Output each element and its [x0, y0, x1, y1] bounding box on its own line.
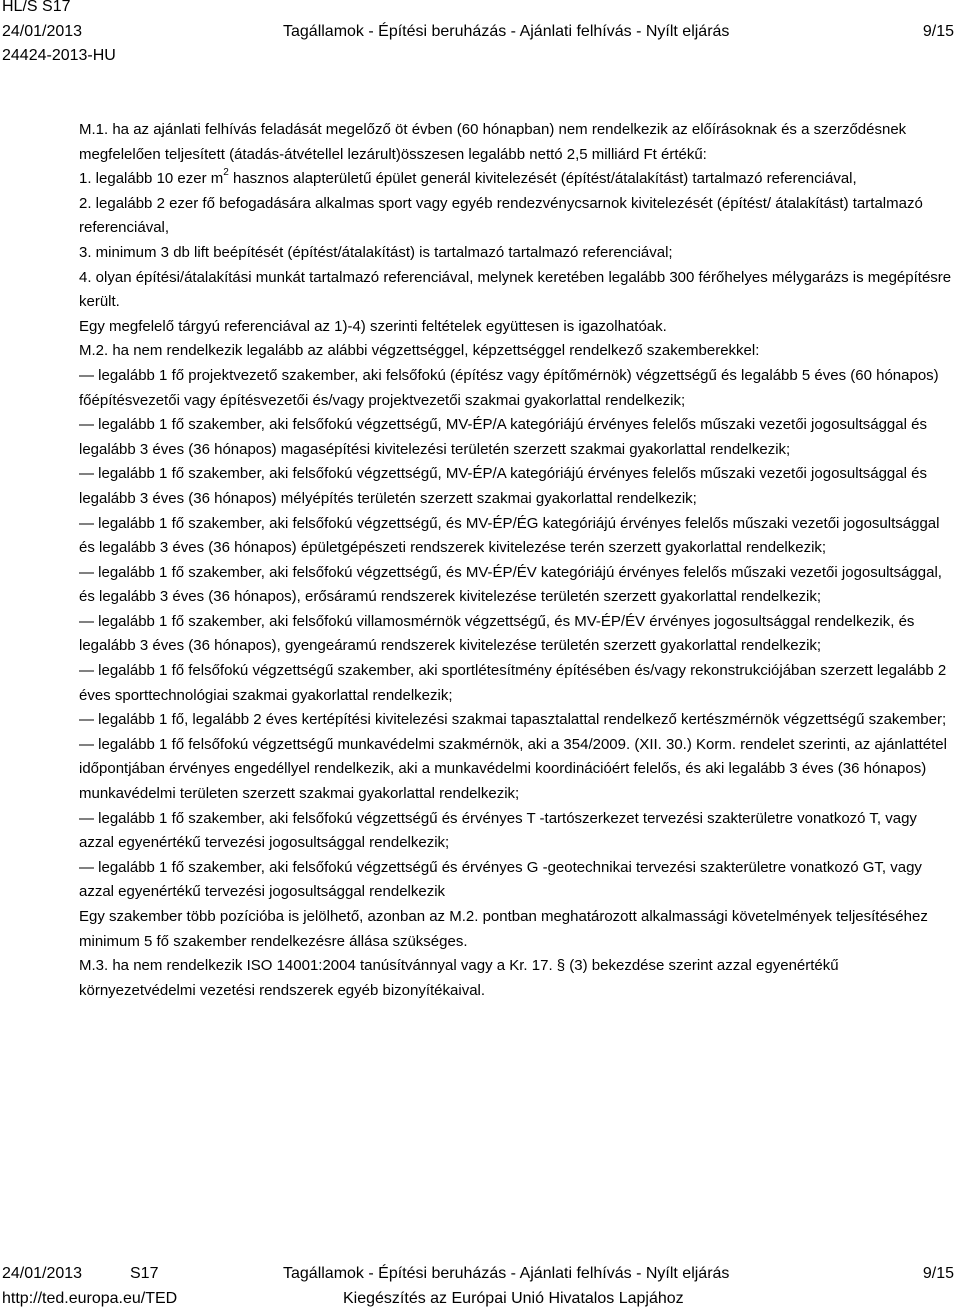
item-1-text-b: hasznos alapterületű épület generál kivitelezését (építést/átalakítást) tartalmazó referenciával,: [228, 170, 857, 188]
specialist-item: — legalább 1 fő felsőfokú végzettségű szakember, aki sportlétesítmény építésében és/vagy rekonstrukciójában szerzett legalább 2 éves sporttechnológiai szakmai gyakorlattal rendelkezik;: [79, 662, 947, 704]
specialist-item: — legalább 1 fő szakember, aki felsőfokú végzettségű, MV-ÉP/A kategóriájú érvényes felelős műszaki vezetői jogosultsággal és legalább 3 éves (36 hónapos) magasépítési kivitelezési területén szerzett szakmai gyakorlattal rendelkezik;: [79, 416, 927, 458]
footer-url[interactable]: http://ted.europa.eu/TED: [2, 1290, 178, 1307]
requirement-m3: M.3. ha nem rendelkezik ISO 14001:2004 tanúsítvánnyal vagy a Kr. 17. § (3) bekezdése szerint azzal egyenértékű környezetvédelmi vezetési rendszerek egyéb bizonyítékaival.: [79, 957, 839, 999]
requirement-item-4: 4. olyan építési/átalakítási munkát tartalmazó referenciával, melynek keretében legalább 300 férőhelyes mélygarázs is megépítésre került.: [79, 268, 952, 311]
page-header: [0, 0, 960, 80]
requirement-item-2: 2. legalább 2 ezer fő befogadására alkalmas sport vagy egyéb rendezvénycsarnok kivitelezését (építést/ átalakítást) tartalmazó referenciával,: [79, 194, 923, 237]
specialist-item: — legalább 1 fő felsőfokú végzettségű munkavédelmi szakmérnök, aki a 354/2009. (XII. 30.) Korm. rendelet szerinti, az ajánlattétel időpontjában érvényes engedéllyel rendelkezik, aki a munkavédelmi koordinációért felelős, és aki legalább 3 éves (36 hónapos) munkavédelmi területen szerzett szakmai gyakorlattal rendelkezik;: [79, 735, 947, 803]
item-1-text-a: 1. legalább 10 ezer m: [79, 170, 224, 188]
footer-title: Tagállamok - Építési beruházás - Ajánlati felhívás - Nyílt eljárás: [283, 1265, 730, 1282]
footer-page-number: 9/15: [922, 1265, 954, 1282]
specialist-item: — legalább 1 fő, legalább 2 éves kertépítési kivitelezési szakmai tapasztalattal rendelkező kertészmérnök végzettségű szakember;: [79, 711, 947, 729]
specialist-item: — legalább 1 fő szakember, aki felsőfokú végzettségű, és MV-ÉP/ÉG kategóriájú érvényes felelős műszaki vezetői jogosultsággal és legalább 3 éves (36 hónapos) épületgépészeti rendszerek kivitelezése terén szerzett gyakorlattal rendelkezik;: [79, 514, 940, 557]
footer-date: 24/01/2013: [2, 1265, 83, 1282]
document-body: [79, 118, 953, 1003]
requirement-item-3: 3. minimum 3 db lift beépítését (építést/átalakítást) is tartalmazó tartalmazó referenciával;: [79, 243, 673, 261]
requirement-m1: M.1. ha az ajánlati felhívás feladását megelőző öt évben (60 hónapban) nem rendelkezik az előírásoknak és a szerződésnek megfelelően teljesített (átadás-átvétellel lezárult)összesen legalább nettó 2,5 milliárd Ft értékű:: [79, 121, 907, 163]
superscript: 2: [223, 167, 229, 179]
specialist-item: — legalább 1 fő szakember, aki felsőfokú végzettségű, MV-ÉP/A kategóriájú érvényes felelős műszaki vezetői jogosultsággal és legalább 3 éves (36 hónapos) mélyépítés területén szerzett szakmai gyakorlattal rendelkezik;: [79, 465, 927, 507]
specialist-item: — legalább 1 fő szakember, aki felsőfokú végzettségű és érvényes T -tartószerkezet tervezési szakterületre vonatkozó T, vagy azzal egyenértékű tervezési jogosultsággal rendelkezik;: [79, 809, 917, 852]
header-page-number: 9/15: [922, 23, 954, 40]
specialist-item: — legalább 1 fő projektvezető szakember, aki felsőfokú (építész vagy építőmérnök) végzettségű és legalább 5 éves (60 hónapos) főépítésvezetői vagy építésvezetői és/vagy projektvezetői szakmai gyakorlattal rendelkezik;: [79, 366, 939, 409]
requirement-item-1: [79, 167, 953, 192]
header-date: 24/01/2013: [2, 23, 83, 40]
footer-series: S17: [130, 1265, 159, 1282]
specialist-item: — legalább 1 fő szakember, aki felsőfokú villamosmérnök végzettségű, és MV-ÉP/ÉV érvényes jogosultsággal rendelkezik, és legalább 3 éves (36 hónapos), gyengeáramú rendszerek kivitelezése területén szerzett gyakorlattal rendelkezik;: [79, 612, 915, 655]
header-reference: 24424-2013-HU: [2, 47, 116, 64]
note-references: Egy megfelelő tárgyú referenciával az 1)-4) szerinti feltételek együttesen is igazolhatóak.: [79, 317, 667, 335]
footer-subtitle: Kiegészítés az Európai Unió Hivatalos Lapjához: [343, 1290, 684, 1307]
note-specialists: Egy szakember több pozícióba is jelölhető, azonban az M.2. pontban meghatározott alkalmassági követelmények teljesítéséhez minimum 5 fő szakember rendelkezésre állása szükséges.: [79, 908, 928, 950]
specialist-item: — legalább 1 fő szakember, aki felsőfokú végzettségű, és MV-ÉP/ÉV kategóriájú érvényes felelős műszaki vezetői jogosultsággal, és legalább 3 éves (36 hónapos), erősáramú rendszerek kivitelezése területén szerzett gyakorlattal rendelkezik;: [79, 563, 942, 606]
page-footer: [0, 1264, 960, 1311]
header-series: HL/S S17: [2, 0, 71, 15]
specialist-item: — legalább 1 fő szakember, aki felsőfokú végzettségű és érvényes G -geotechnikai tervezési szakterületre vonatkozó GT, vagy azzal egyenértékű tervezési jogosultsággal rendelkezik: [79, 858, 922, 901]
header-title: Tagállamok - Építési beruházás - Ajánlati felhívás - Nyílt eljárás: [283, 23, 730, 40]
requirement-m2: M.2. ha nem rendelkezik legalább az alábbi végzettséggel, képzettséggel rendelkező szakemberekkel:: [79, 342, 760, 360]
